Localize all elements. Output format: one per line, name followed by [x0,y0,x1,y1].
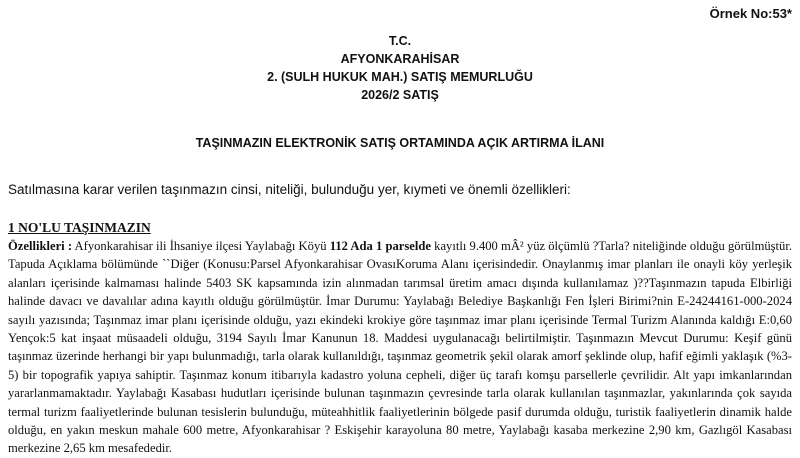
details-text-after-parcel: kayıtlı 9.400 mÂ² yüz ölçümlü ?Tarla? niteliğinde olduğu görülmüştür. Tapuda Açıklama bölümünde ``Diğer (Konusu:Parsel Afyonkarahisar OvasıKoruma Alanı içerisindedir. Onaylanmış imar planları ile onayli köy yerleşik alanları içerisinde kalmaması halinde 5403 SK kapsamında izin alınmadan tarımsal üretim amacı dışında kullanılamaz )??Taşınmazın tapuda Elbirliği halinde davacı ve davalılar adına kayıtlı olduğu görülmüştür. İmar Durumu: Yaylabağı Belediye Başkanlığı Fen İşleri Birimi?nin E-24244161-000-2024 sayılı yazısında; Taşınmaz imar planı içerisinde olduğu, yazı ekindeki krokiye göre taşınmaz imar planı içerisinde Termal Turizm Alanında kaldığı E:0,60 Yençok:5 kat inşaat müsaadeli olduğu, 3194 Sayılı İmar Kanunun 18. Maddesi uygulanacağı belirtilmiştir. Taşınmazın Mevcut Durumu: Keşif günü taşınmaz üzerinde herhangi bir yapı bulunmadığı, tarla olarak kullanıldığı, taşınmaz geometrik şekil olarak amorf şeklinde olup, hafif eğimli yaklaşık (%3-5) bir topografik yapıya sahiptir. Taşınmaz konum itibarıyla kadastro yoluna cepheli, diğer üç tarafı komşu parsellerle çevrilidir. Alt yapı imkanlarından yararlanmamaktadır. Yaylabağı Kasabası hudutları içerisinde bulunan taşınmazın çevresinde tarla olarak kullanılan taşınmazlar, yakınlarında çok sayıda termal turizm faaliyetlerinde bulunan tesislerin bulunduğu, müteahhitlik faaliyetlerinin bölgede pasif durumda olduğu, turistik faaliyetlerin dinamik halde olduğu, en yakın meskun mahale 600 metre, Afyonkarahisar ? Eskişehir karayoluna 80 metre, Yaylabağı kasaba merkezine 2,90 km, Gazlıgöl Kasabası merkezine 2,65 km mesafededir. [8,239,793,456]
features-label: Özellikleri : [8,239,73,253]
intro-text: Satılmasına karar verilen taşınmazın cinsi, niteliği, bulunduğu yer, kıymeti ve önemli özellikleri: [8,182,571,197]
header-line-city: AFYONKARAHİSAR [340,52,460,66]
details-text-before-parcel: Afyonkarahisar ili İhsaniye ilçesi Yaylabağı Köyü [72,239,330,253]
parcel-reference: 112 Ada 1 parselde [329,239,431,253]
document-header [0,32,800,104]
example-number: Örnek No:53* [709,6,792,21]
header-line-office: 2. (SULH HUKUK MAH.) SATIŞ MEMURLUĞU [267,70,533,84]
property-details [8,237,792,458]
header-line-tc: T.C. [388,34,412,48]
announcement-title: TAŞINMAZIN ELEKTRONİK SATIŞ ORTAMINDA AÇIK ARTIRMA İLANI [195,136,605,150]
property-section-title: 1 NO'LU TAŞINMAZIN [8,220,151,235]
header-line-sale-number: 2026/2 SATIŞ [361,88,439,102]
